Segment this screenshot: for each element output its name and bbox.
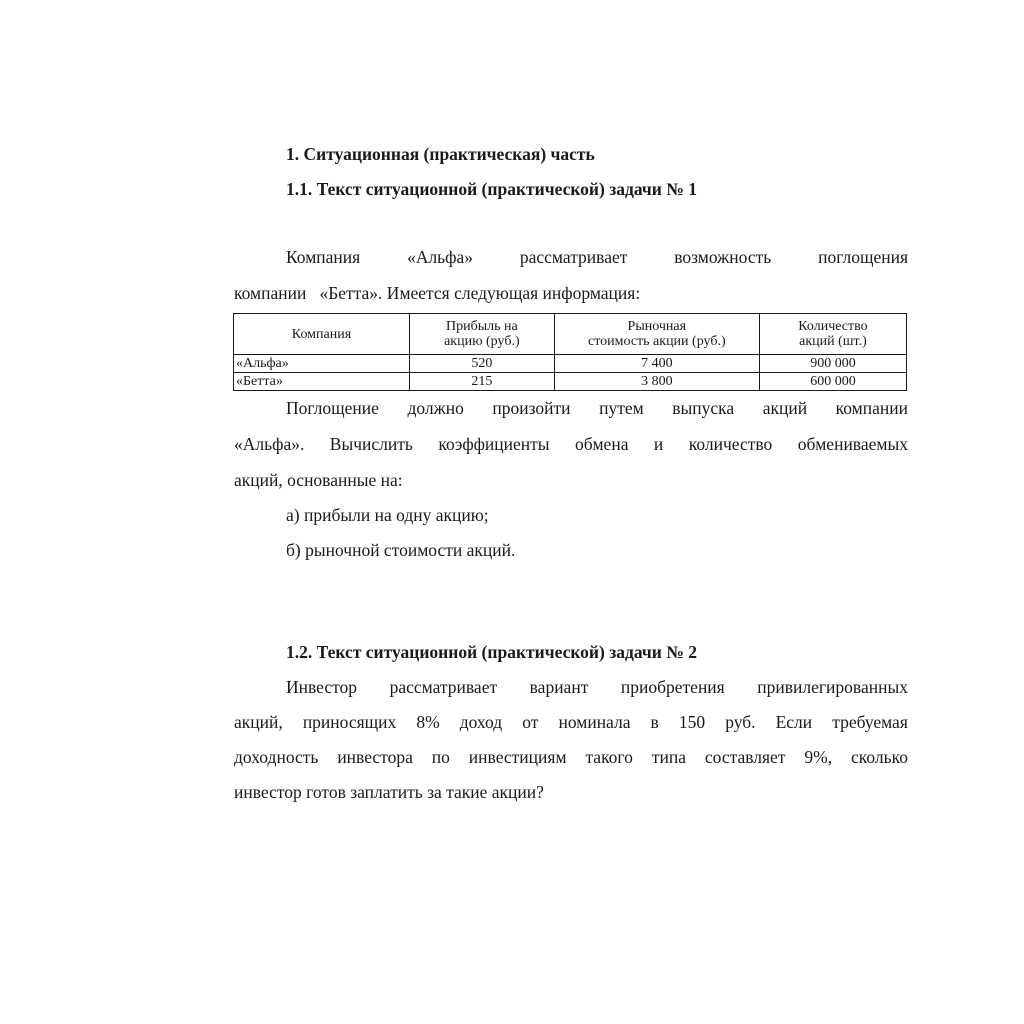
- word: доход: [459, 712, 503, 732]
- word: от: [522, 712, 539, 732]
- word: коэффициенты: [438, 434, 550, 454]
- word: Вычислить: [329, 434, 413, 454]
- word: такого: [585, 747, 633, 767]
- header-text: Прибыль на: [445, 319, 518, 334]
- task1-item-a: а) прибыли на одну акцию;: [286, 505, 489, 525]
- word: возможность: [674, 247, 772, 267]
- word: обмена: [575, 434, 629, 454]
- word: должно: [407, 398, 464, 418]
- header-text: стоимость акции (руб.): [587, 334, 726, 349]
- word: составляет: [704, 747, 786, 767]
- task1-intro-line2: компании «Бетта». Имеется следующая информация:: [234, 283, 641, 303]
- word: приобретения: [620, 677, 725, 697]
- task1-after-line2: [234, 434, 908, 454]
- table-header-cell: [409, 314, 554, 355]
- word: Если: [775, 712, 813, 732]
- task1-title: 1.1. Текст ситуационной (практической) задачи № 1: [286, 179, 697, 199]
- word: количество: [688, 434, 773, 454]
- word: «Альфа».: [234, 434, 305, 454]
- table-header-cell: [234, 314, 410, 355]
- word: 150: [678, 712, 706, 732]
- word: руб.: [725, 712, 756, 732]
- word: компании: [835, 398, 908, 418]
- task2-line1: [286, 677, 908, 697]
- word: и: [653, 434, 664, 454]
- word: доходность: [234, 747, 319, 767]
- word: в: [650, 712, 659, 732]
- word: требуемая: [832, 712, 908, 732]
- table-cell: «Альфа»: [234, 355, 410, 373]
- header-text: акций (шт.): [799, 334, 867, 349]
- table-cell: «Бетта»: [234, 373, 410, 391]
- table-row: [234, 355, 907, 373]
- section-title: 1. Ситуационная (практическая) часть: [286, 144, 595, 164]
- task1-after-line1: [286, 398, 908, 418]
- task1-intro-line1: [286, 247, 908, 267]
- table-cell: 7 400: [554, 355, 759, 373]
- task2-line3: [234, 747, 908, 767]
- table-header-cell: [554, 314, 759, 355]
- word: рассматривает: [389, 677, 498, 697]
- header-text: Компания: [291, 326, 352, 342]
- word: путем: [599, 398, 644, 418]
- table-header-row: [234, 314, 907, 355]
- task1-after-line3: акций, основанные на:: [234, 470, 403, 490]
- table-cell: 520: [409, 355, 554, 373]
- table-cell: 600 000: [759, 373, 906, 391]
- table-row: [234, 373, 907, 391]
- word: обмениваемых: [797, 434, 908, 454]
- word: 9%,: [804, 747, 833, 767]
- word: Поглощение: [286, 398, 379, 418]
- word: Инвестор: [286, 677, 358, 697]
- header-text: Количество: [798, 319, 868, 334]
- word: инвестициям: [468, 747, 567, 767]
- header-text: акцию (руб.): [444, 334, 520, 349]
- word: типа: [651, 747, 686, 767]
- header-text: Рыночная: [627, 319, 687, 334]
- task2-line4: инвестор готов заплатить за такие акции?: [234, 782, 544, 802]
- table-cell: 3 800: [554, 373, 759, 391]
- company-table: [233, 313, 907, 391]
- table-cell: 900 000: [759, 355, 906, 373]
- word: вариант: [529, 677, 589, 697]
- word: акций,: [234, 712, 283, 732]
- word: акций: [762, 398, 808, 418]
- table-header-cell: [759, 314, 906, 355]
- word: привилегированных: [757, 677, 908, 697]
- word: Компания: [286, 247, 361, 267]
- table-cell: 215: [409, 373, 554, 391]
- task2-title: 1.2. Текст ситуационной (практической) задачи № 2: [286, 642, 697, 662]
- word: инвестора: [337, 747, 413, 767]
- word: 8%: [416, 712, 440, 732]
- word: приносящих: [302, 712, 397, 732]
- word: по: [431, 747, 450, 767]
- task2-line2: [234, 712, 908, 732]
- word: «Альфа»: [407, 247, 474, 267]
- word: номинала: [558, 712, 631, 732]
- word: выпуска: [672, 398, 735, 418]
- task1-item-b: б) рыночной стоимости акций.: [286, 540, 516, 560]
- word: сколько: [851, 747, 908, 767]
- word: поглощения: [818, 247, 908, 267]
- word: произойти: [492, 398, 571, 418]
- word: рассматривает: [519, 247, 628, 267]
